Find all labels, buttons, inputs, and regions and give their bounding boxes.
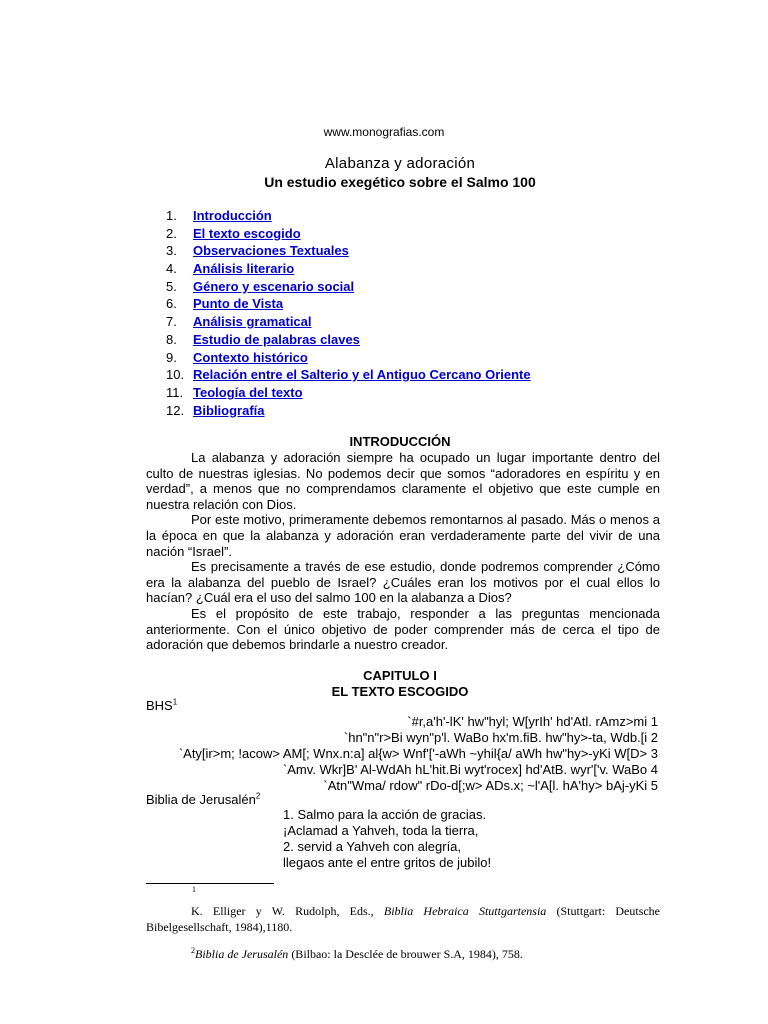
footnote-1-publisher: (Stuttgart: Deutsche Bibelgesellschaft, 1984),1180. xyxy=(146,904,661,934)
toc-item xyxy=(166,207,531,225)
toc-link-bibliografia[interactable]: Bibliografía xyxy=(193,402,265,418)
toc-link-palabras-claves[interactable]: Estudio de palabras claves xyxy=(193,331,360,347)
toc-item xyxy=(166,313,531,331)
footnote-1-text xyxy=(146,903,660,935)
footnote-2-title: Biblia de Jerusalén xyxy=(195,947,289,961)
verse-line: 1. Salmo para la acción de gracias. xyxy=(283,807,487,822)
toc-link-analisis-gramatical[interactable]: Análisis gramatical xyxy=(193,314,312,330)
hebrew-line: `Aty[ir>m; !acow> AM[; Wnx.n:a] al{w> Wnf'['-aWh ~yhil{a/ aWh hw"hy>-yKi W[D> 3 xyxy=(178,746,658,761)
toc-number: 6. xyxy=(166,296,177,312)
footnote-1-authors: K. Elliger y W. Rudolph, Eds., xyxy=(191,904,374,918)
toc-item xyxy=(166,260,531,278)
toc-item xyxy=(166,402,531,420)
footnote-1-title: Biblia Hebraica Stuttgartensia xyxy=(383,904,547,918)
toc-link-teologia[interactable]: Teología del texto xyxy=(193,384,303,400)
toc-number: 11. xyxy=(166,384,184,400)
document-title: Alabanza y adoración xyxy=(324,155,476,172)
toc-number: 3. xyxy=(166,243,177,259)
toc-link-observaciones[interactable]: Observaciones Textuales xyxy=(193,243,349,259)
toc-link-genero[interactable]: Género y escenario social xyxy=(193,278,355,294)
toc-number: 5. xyxy=(166,278,177,294)
bhs-label xyxy=(146,698,177,713)
toc-item xyxy=(166,242,531,260)
footnote-separator xyxy=(146,883,274,884)
intro-paragraph: Por este motivo, primeramente debemos remontarnos al pasado. Más o menos a la época en que la alabanza y adoración eran verdaderamente parte del vivir de una nación “Israel”. xyxy=(146,512,660,559)
toc-item xyxy=(166,349,531,367)
document-subtitle: Un estudio exegético sobre el Salmo 100 xyxy=(264,174,536,190)
footnote-2 xyxy=(191,946,661,962)
chapter-number: CAPITULO I xyxy=(363,668,437,683)
jerusalen-label xyxy=(146,792,260,807)
toc-number: 1. xyxy=(166,208,177,223)
toc-number: 12. xyxy=(166,402,185,418)
toc-item xyxy=(166,366,531,384)
verse-line: ¡Aclamad a Yahveh, toda la tierra, xyxy=(283,823,479,838)
intro-paragraph: La alabanza y adoración siempre ha ocupado un lugar importante dentro del culto de nuestras iglesias. No podemos decir que somos “adoradores en espíritu y en verdad”, a menos que no comprendamos claramente el objetivo que este cumple en nuestra relación con Dios. xyxy=(146,450,660,512)
hebrew-text xyxy=(146,714,658,794)
toc-item xyxy=(166,225,531,243)
toc-link-relacion[interactable]: Relación entre el Salterio y el Antiguo Cercano Oriente xyxy=(193,367,531,383)
site-url: www.monografias.com xyxy=(323,125,445,139)
footnote-1-mark: 1 xyxy=(192,885,196,894)
toc-item xyxy=(166,295,531,313)
hebrew-line: `#r,a'h'-lK' hw"hyl; W[yrIh' hd'Atl. rAmz>mi 1 xyxy=(407,714,658,729)
toc-number: 2. xyxy=(166,225,177,241)
footnote-ref-1[interactable]: 1 xyxy=(172,697,178,707)
toc-link-texto-escogido[interactable]: El texto escogido xyxy=(193,225,301,241)
toc-link-contexto[interactable]: Contexto histórico xyxy=(193,349,308,365)
intro-body xyxy=(146,450,660,653)
hebrew-line: `Atn"Wma/ rdow" rDo-d[;w> ADs.x; ~l'A[l. hA'hy> bAj-yKi 5 xyxy=(323,778,658,793)
footnote-2-publisher: (Bilbao: la Desclée de brouwer S.A, 1984), 758. xyxy=(291,947,523,961)
toc-number: 7. xyxy=(166,314,177,330)
hebrew-line: `Amv. Wkr]B' Al-WdAh hL'hit.Bi wyt'rocex] hd'AtB. wyr'['v. WaBo 4 xyxy=(282,762,658,777)
footnote-1 xyxy=(146,903,660,935)
intro-paragraph: Es el propósito de este trabajo, responder a las preguntas mencionada anteriormente. Con el único objetivo de poder comprender más de cerca el tipo de adoración que debemos brindarle a nuestro creador. xyxy=(146,605,660,653)
table-of-contents xyxy=(166,207,531,419)
verse-line: 2. servid a Yahveh con alegría, xyxy=(283,839,462,854)
toc-link-introduccion[interactable]: Introducción xyxy=(193,208,272,223)
toc-number: 4. xyxy=(166,261,177,277)
spanish-verses xyxy=(283,807,491,871)
chapter-title: EL TEXTO ESCOGIDO xyxy=(331,684,469,699)
hebrew-line: `hn"n"r>Bi wyn"p'l. WaBo hx'm.fiB. hw"hy>-ta, Wdb.[i 2 xyxy=(343,730,658,745)
toc-item xyxy=(166,384,531,402)
intro-heading: INTRODUCCIÓN xyxy=(349,434,451,449)
footnote-ref-2[interactable]: 2 xyxy=(255,791,261,801)
toc-item xyxy=(166,278,531,296)
toc-number: 8. xyxy=(166,331,177,347)
toc-link-analisis-literario[interactable]: Análisis literario xyxy=(193,261,295,277)
jerusalen-label-text: Biblia de Jerusalén xyxy=(146,792,256,807)
toc-link-punto-de-vista[interactable]: Punto de Vista xyxy=(193,296,284,312)
toc-item xyxy=(166,331,531,349)
verse-line: llegaos ante el entre gritos de jubilo! xyxy=(283,855,492,870)
bhs-label-text: BHS xyxy=(146,698,173,713)
intro-paragraph: Es precisamente a través de ese estudio, donde podremos comprender ¿Cómo era la alabanza del pueblo de Israel? ¿Cuáles eran los motivos por el cual ellos lo hacían? ¿Cuál era el uso del salmo 100 en la alabanza a Dios? xyxy=(146,559,660,606)
toc-number: 9. xyxy=(166,349,177,365)
footnote-2-mark: 2 xyxy=(191,946,195,955)
toc-number: 10. xyxy=(166,367,185,383)
